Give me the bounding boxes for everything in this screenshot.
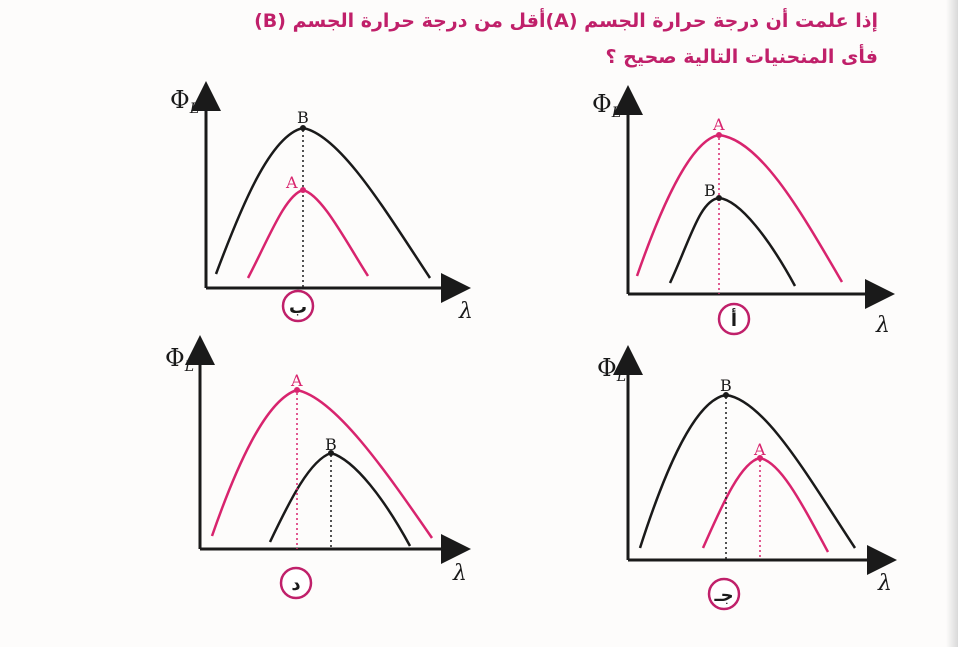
y-axis-label: $\Phi_L$ xyxy=(165,344,194,375)
point-label-a: A xyxy=(754,440,766,459)
point-label-b: B xyxy=(297,108,309,127)
curve-b xyxy=(270,453,410,546)
x-axis-label: λ xyxy=(878,571,892,596)
x-axis-label: λ xyxy=(876,313,890,338)
option-label: د xyxy=(291,574,301,595)
curve-b xyxy=(216,128,430,278)
x-axis-label: λ xyxy=(459,299,473,324)
graph-option-c[interactable] xyxy=(597,354,892,609)
y-axis-label: $\Phi_L$ xyxy=(592,90,621,121)
y-axis-label: $\Phi_L$ xyxy=(597,354,626,385)
curve-a xyxy=(703,458,828,552)
curve-b xyxy=(670,198,795,286)
graph-option-a[interactable] xyxy=(592,90,890,338)
y-axis-label: $\Phi_L$ xyxy=(170,86,199,117)
graph-option-b[interactable] xyxy=(170,86,473,324)
x-axis-label: λ xyxy=(453,561,467,586)
point-label-b: B xyxy=(325,435,337,454)
question-line-1: إذا علمت أن درجة حرارة الجسم (A)أقل من درجة حرارة الجسم (B) xyxy=(254,10,878,32)
graph-option-d[interactable] xyxy=(165,344,467,598)
point-label-b: B xyxy=(720,376,732,395)
option-label: أ xyxy=(730,310,738,331)
curve-a xyxy=(212,390,432,538)
curve-b xyxy=(640,395,855,548)
point-label-a: A xyxy=(286,173,298,192)
option-label: ب xyxy=(288,297,308,318)
point-label-a: A xyxy=(291,371,303,390)
peak-point-b xyxy=(716,195,722,201)
option-label: جـ xyxy=(714,585,734,606)
curve-a xyxy=(248,190,368,278)
point-label-a: A xyxy=(713,115,725,134)
peak-point-a xyxy=(300,187,306,193)
question-line-2: فأى المنحنيات التالية صحيح ؟ xyxy=(605,46,878,68)
point-label-b: B xyxy=(704,181,716,200)
